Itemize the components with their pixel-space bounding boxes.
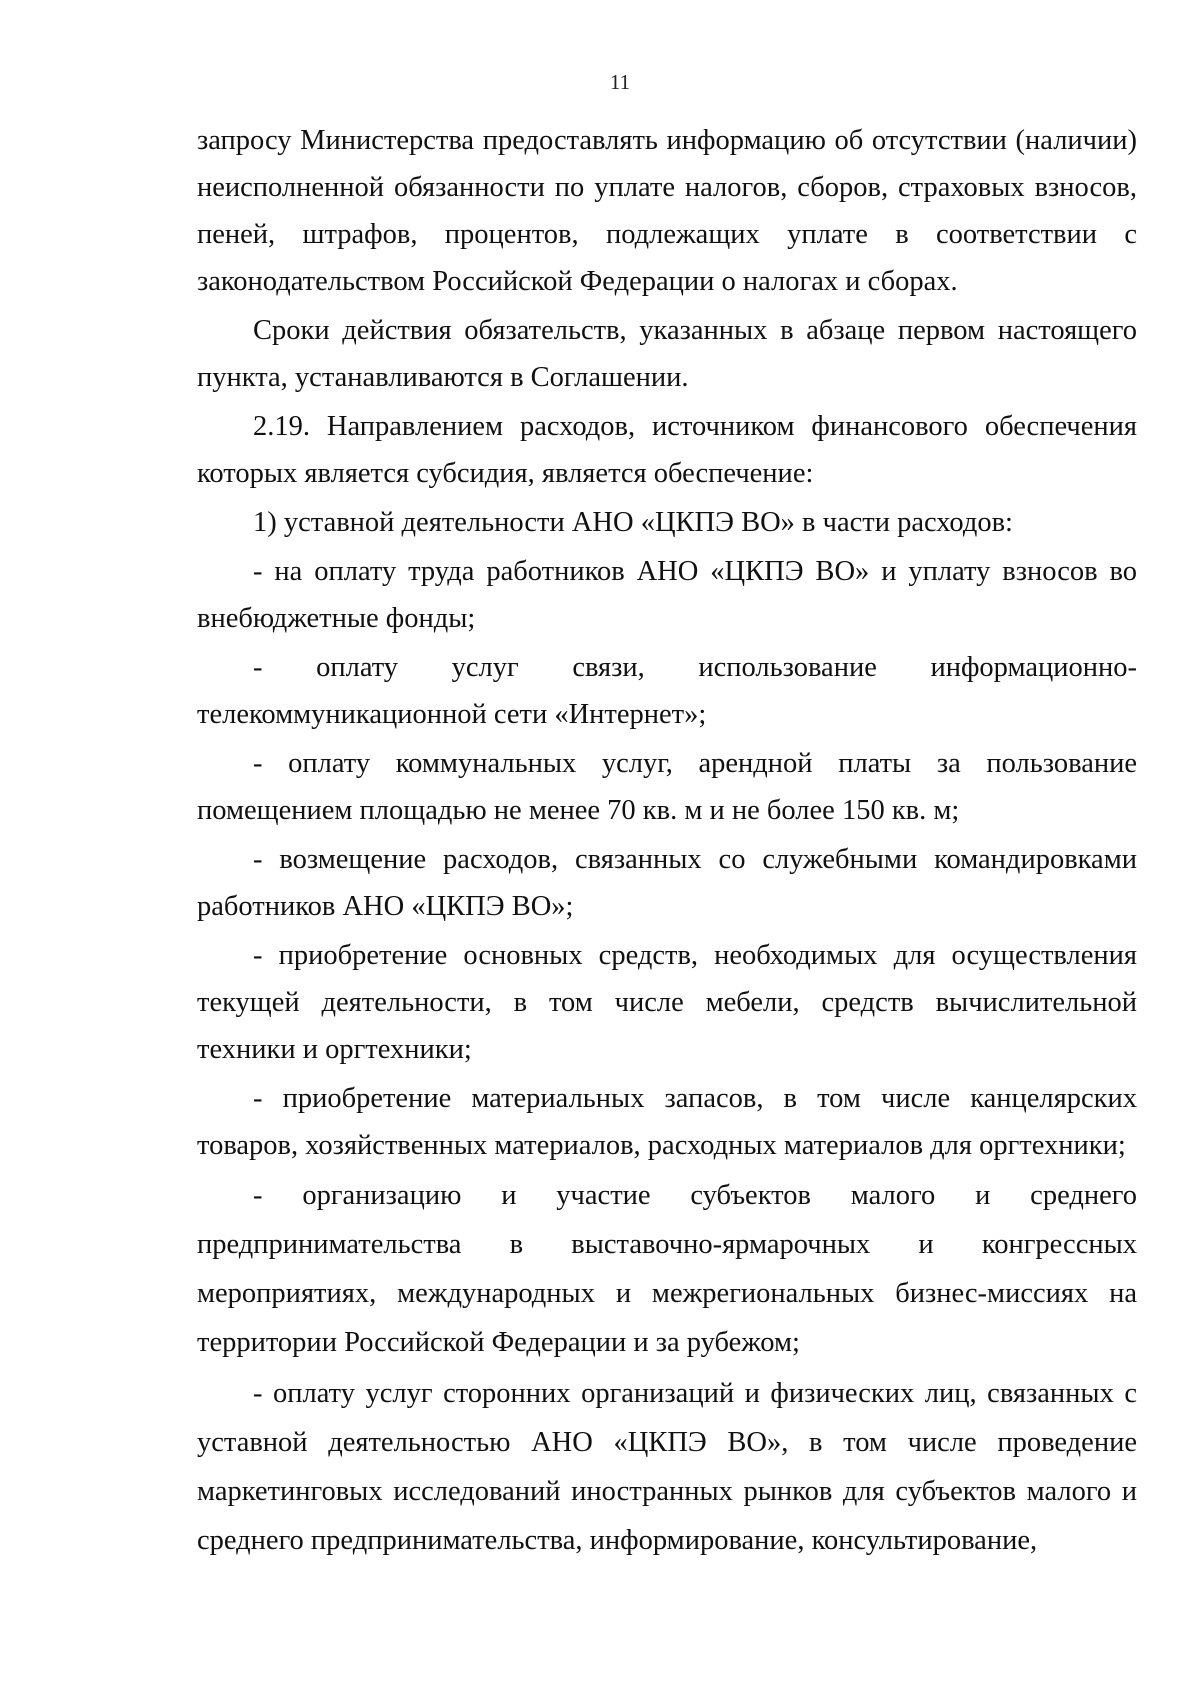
paragraph-obligation-terms: Сроки действия обязательств, указанных в абзаце первом настоящего пункта, устанавливаются в Соглашении.	[197, 315, 1137, 393]
list-item-utilities-rent: - оплату коммунальных услуг, арендной платы за пользование помещением площадью не менее 70 кв. м и не более 150 кв. м;	[197, 748, 1137, 826]
list-item-exhibitions: - организацию и участие субъектов малого и среднего предпринимательства в выставочно-ярмарочных и конгрессных мероприятиях, международных и межрегиональных бизнес-миссиях на территории Российской Федерации и за рубежом;	[197, 1180, 1137, 1358]
document-body	[197, 117, 1137, 1567]
paragraph-2-19-heading: 2.19. Направлением расходов, источником финансового обеспечения которых является субсидия, является обеспечение:	[197, 411, 1137, 489]
list-item-communications: - оплату услуг связи, использование информационно-телекоммуникационной сети «Интернет»;	[197, 652, 1137, 730]
list-item-fixed-assets: - приобретение основных средств, необходимых для осуществления текущей деятельности, в том числе мебели, средств вычислительной техники и оргтехники;	[197, 940, 1137, 1065]
paragraph-statutory-activity: 1) уставной деятельности АНО «ЦКПЭ ВО» в части расходов:	[253, 507, 1013, 538]
page-number: 11	[609, 70, 631, 94]
list-item-business-trips: - возмещение расходов, связанных со служебными командировками работников АНО «ЦКПЭ ВО»;	[197, 844, 1137, 922]
list-item-material-stock: - приобретение материальных запасов, в том числе канцелярских товаров, хозяйственных материалов, расходных материалов для оргтехники;	[197, 1083, 1137, 1161]
list-item-third-party-services: - оплату услуг сторонних организаций и физических лиц, связанных с уставной деятельностью АНО «ЦКПЭ ВО», в том числе проведение маркетинговых исследований иностранных рынков для субъектов малого и среднего предпринимательства, информирование, консультирование,	[197, 1378, 1137, 1556]
list-item-labor-pay: - на оплату труда работников АНО «ЦКПЭ ВО» и уплату взносов во внебюджетные фонды;	[197, 556, 1137, 634]
paragraph-tax-info: запросу Министерства предоставлять информацию об отсутствии (наличии) неисполненной обязанности по уплате налогов, сборов, страховых взносов, пеней, штрафов, процентов, подлежащих уплате в соответствии с законодательством Российской Федерации о налогах и сборах.	[197, 125, 1137, 297]
